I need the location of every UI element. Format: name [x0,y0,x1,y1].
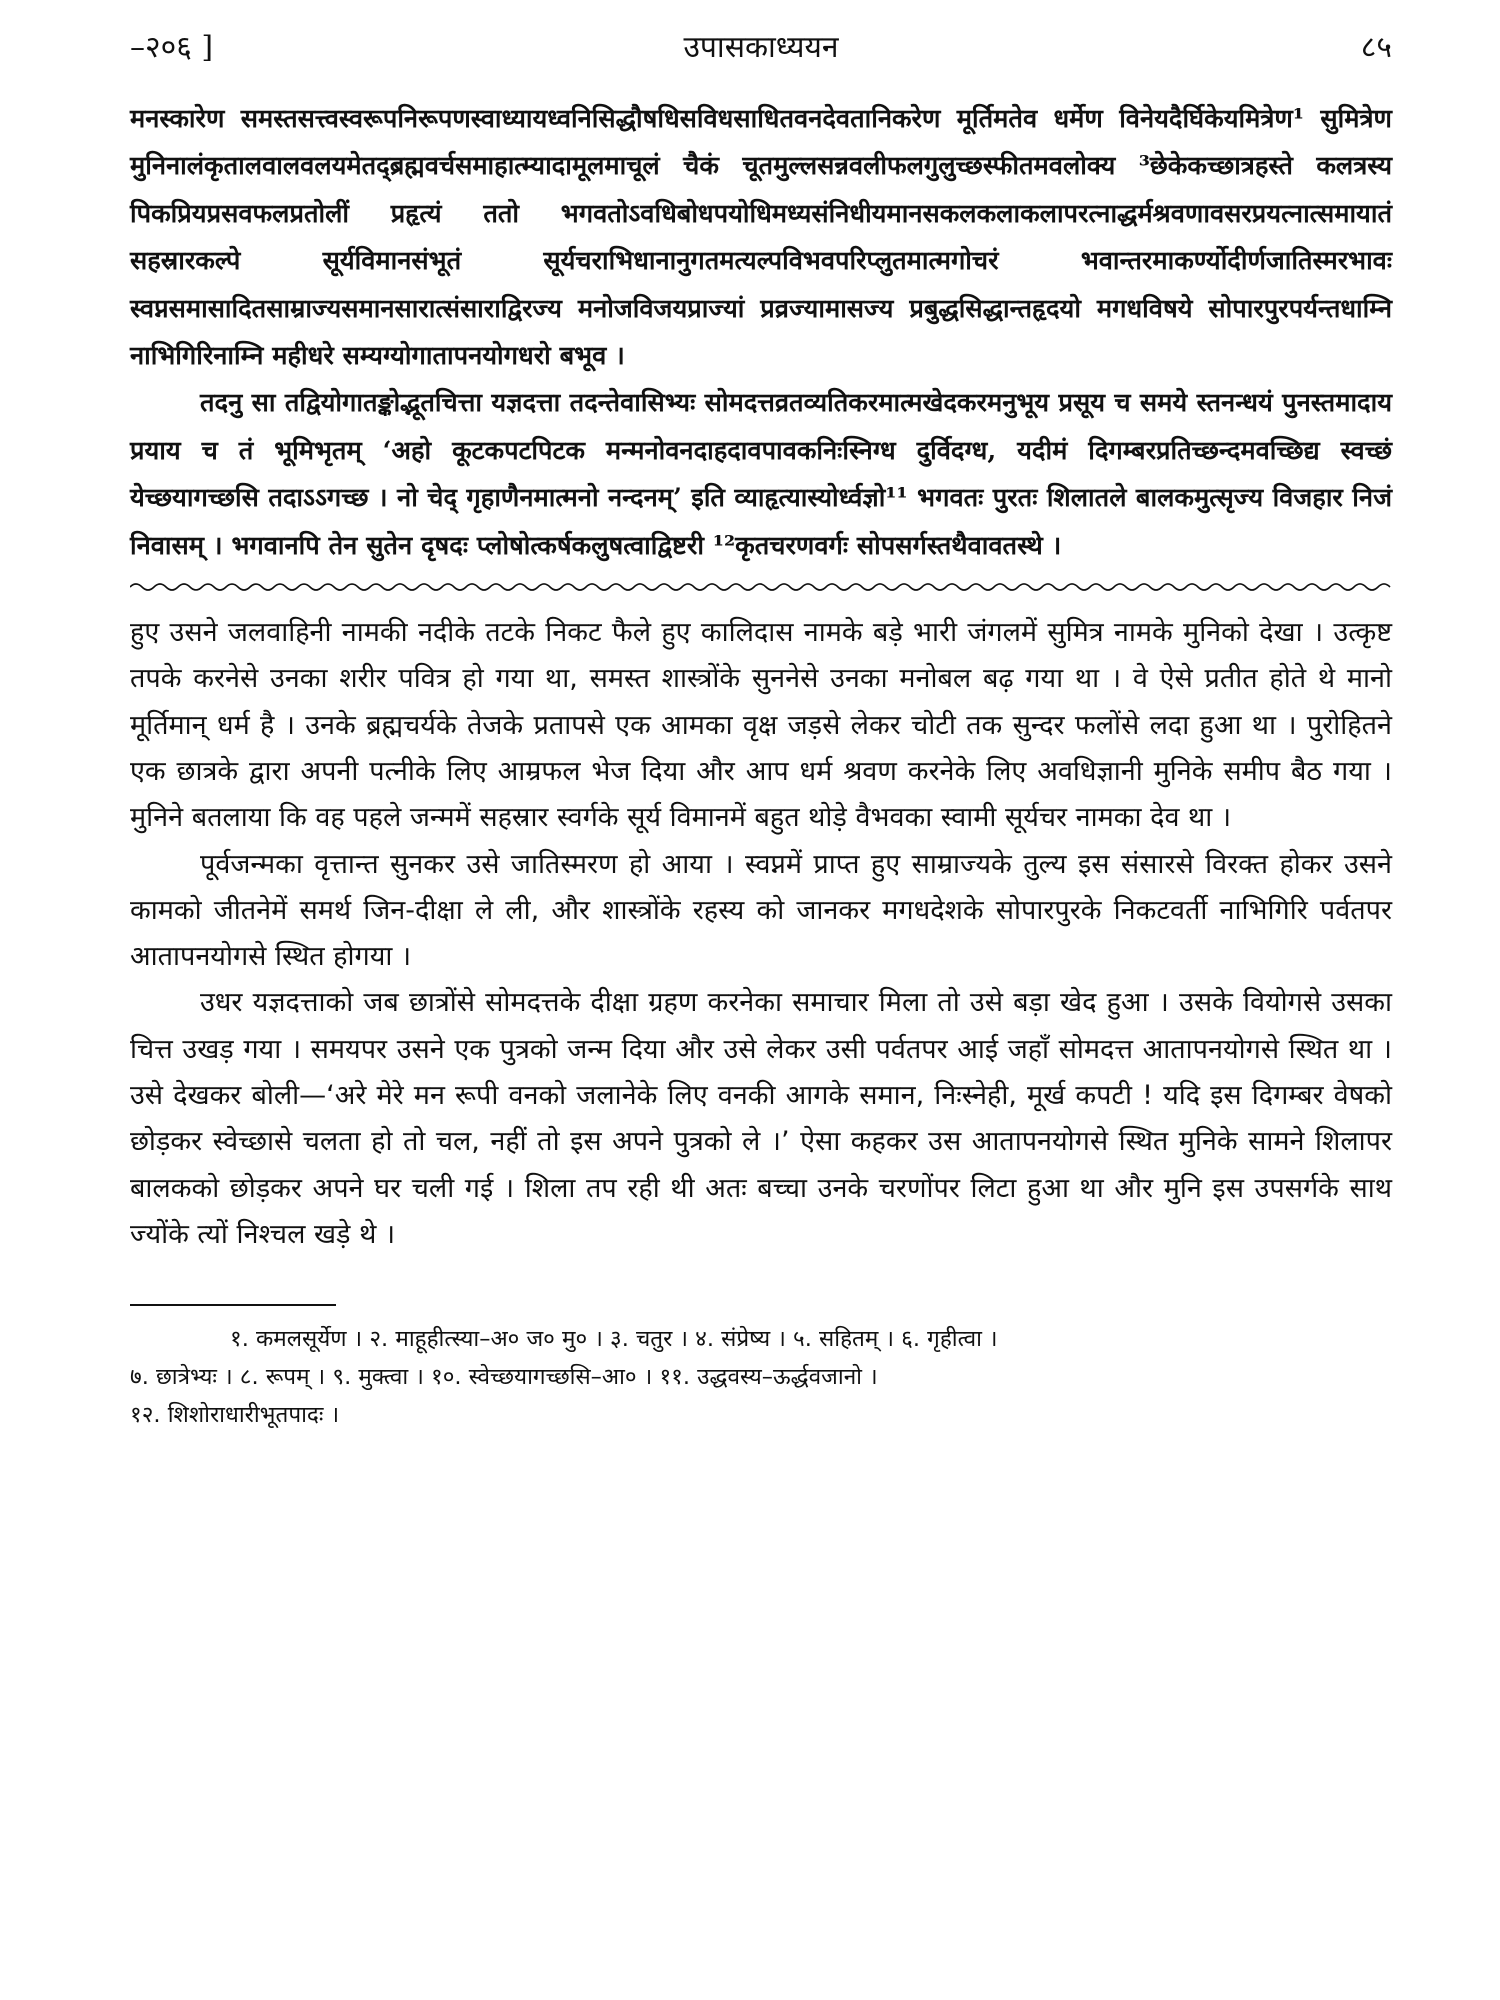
page-title: उपासकाध्ययन [683,30,839,65]
book-page [130,28,1392,1978]
hindi-paragraph: हुए उसने जलवाहिनी नामकी नदीके तटके निकट फैले हुए कालिदास नामके बड़े भारी जंगलमें सुमित्र नामके मुनिको देखा । उत्कृष्ट तपके करनेसे उनका शरीर पवित्र हो गया था, समस्त शास्त्रोंके सुननेसे उनका मनोबल बढ़ गया था । वे ऐसे प्रतीत होते थे मानो मूर्तिमान् धर्म है । उनके ब्रह्मचर्यके तेजके प्रतापसे एक आमका वृक्ष जड़से लेकर चोटी तक सुन्दर फलोंसे लदा हुआ था । पुरोहितने एक छात्रके द्वारा अपनी पत्नीके लिए आम्रफल भेज दिया और आप धर्म श्रवण करनेके लिए अवधिज्ञानी मुनिके समीप बैठ गया । मुनिने बतलाया कि वह पहले जन्ममें सहस्रार स्वर्गके सूर्य विमानमें बहुत थोड़े वैभवका स्वामी सूर्यचर नामका देव था । [130,617,1392,834]
footnote-line: १२. शिशोराधारीभूतपादः । [130,1402,340,1429]
footnote-line: १. कमलसूर्येण । २. माहूहीत्स्या–अ० ज० मु० । ३. चतुर । ४. संप्रेष्य । ५. सहितम् । ६. गृहीत्वा । [230,1326,998,1353]
sanskrit-text-block [130,96,1392,570]
hindi-paragraph: पूर्वजन्मका वृत्तान्त सुनकर उसे जातिस्मरण हो आया । स्वप्नमें प्राप्त हुए साम्राज्यके तुल्य इस संसारसे विरक्त होकर उसने कामको जीतनेमें समर्थ जिन-दीक्षा ले ली, और शास्त्रोंके रहस्य को जानकर मगधदेशके सोपारपुरके निकटवर्ती नाभिगिरि पर्वतपर आतापनयोगसे स्थित होगया । [130,848,1392,973]
page-number: ८५ [1360,30,1392,65]
hindi-paragraph: उधर यज्ञदत्ताको जब छात्रोंसे सोमदत्तके दीक्षा ग्रहण करनेका समाचार मिला तो उसे बड़ा खेद हुआ । उसके वियोगसे उसका चित्त उखड़ गया । समयपर उसने एक पुत्रको जन्म दिया और उसे लेकर उसी पर्वतपर आई जहाँ सोमदत्त आतापनयोगसे स्थित था । उसे देखकर बोली—‘अरे मेरे मन रूपी वनको जलानेके लिए वनकी आगके समान, निःस्नेही, मूर्ख कपटी ! यदि इस दिगम्बर वेषको छोड़कर स्वेच्छासे चलता हो तो चल, नहीं तो इस अपने पुत्रको ले ।’ ऐसा कहकर उस आतापनयोगसे स्थित मुनिके सामने शिलापर बालकको छोड़कर अपने घर चली गई । शिला तप रही थी अतः बच्चा उनके चरणोंपर लिटा हुआ था और मुनि इस उपसर्गके साथ ज्योंके त्यों निश्चल खड़े थे । [130,987,1392,1250]
sanskrit-paragraph: तदनु सा तद्वियोगातङ्कोद्भूतचित्ता यज्ञदत्ता तदन्तेवासिभ्यः सोमदत्तव्रतव्यतिकरमात्मखेदकरमनुभूय प्रसूय च समये स्तनन्धयं पुनस्तमादाय प्रयाय च तं भूमिभृतम् ‘अहो कूटकपटपिटक मन्मनोवनदाहदावपावकनिःस्निग्ध दुर्विदग्ध, यदीमं दिगम्बरप्रतिच्छन्दमवच्छिद्य स्वच्छं येच्छयागच्छसि तदाऽऽगच्छ । नो चेद् गृहाणैनमात्मनो नन्दनम्’ इति व्याहृत्यास्योर्ध्वज्ञो¹¹ भगवतः पुरतः शिलातले बालकमुत्सृज्य विजहार निजं निवासम् । भगवानपि तेन सुतेन दृषदः प्लोषोत्कर्षकलुषत्वाद्विष्टरी ¹²कृतचरणवर्गः सोपसर्गस्तथैवावतस्थे । [130,388,1392,561]
footnote-rule [130,1304,336,1306]
running-header [130,28,1392,68]
footnote-line: ७. छात्रेभ्यः । ८. रूपम् । ९. मुक्त्वा । १०. स्वेच्छयागच्छसि–आ० । ११. उद्धवस्य–ऊर्द्धवजानो । [130,1364,878,1391]
sanskrit-paragraph: मनस्कारेण समस्तसत्त्वस्वरूपनिरूपणस्वाध्यायध्वनिसिद्धौषधिसविधसाधितवनदेवतानिकरेण मूर्तिमतेव धर्मेण विनेयदैर्घिकेयमित्रेण¹ सुमित्रेण मुनिनालंकृतालवालवलयमेतद्ब्रह्मवर्चसमाहात्म्यादामूलमाचूलं चैकं चूतमुल्लसन्नवलीफलगुलुच्छस्फीतमवलोक्य ³छेकेकच्छात्रहस्ते कलत्रस्य पिकप्रियप्रसवफलप्रतोलीं प्रहृत्यं ततो भगवतोऽवधिबोधपयोधिमध्यसंनिधीयमानसकलकलाकलापरत्नाद्धर्मश्रवणावसरप्रयत्नात्समायातं सहस्रारकल्पे सूर्यविमानसंभूतं सूर्यचराभिधानानुगतमत्यल्पविभवपरिप्लुतमात्मगोचरं भवान्तरमाकर्ण्योदीर्णजातिस्मरभावः स्वप्नसमासादितसाम्राज्यसमानसारात्संसाराद्विरज्य मनोजविजयप्राज्यां प्रव्रज्यामासज्य प्रबुद्धसिद्धान्तहृदयो मगधविषये सोपारपुरपर्यन्तधाम्नि नाभिगिरिनाम्नि महीधरे सम्यग्योगातापनयोगधरो बभूव । [130,104,1392,372]
page-reference: –२०६ ] [130,30,214,65]
footnotes [130,1320,1392,1434]
wavy-divider [130,580,1392,594]
hindi-translation-block [130,610,1392,1258]
